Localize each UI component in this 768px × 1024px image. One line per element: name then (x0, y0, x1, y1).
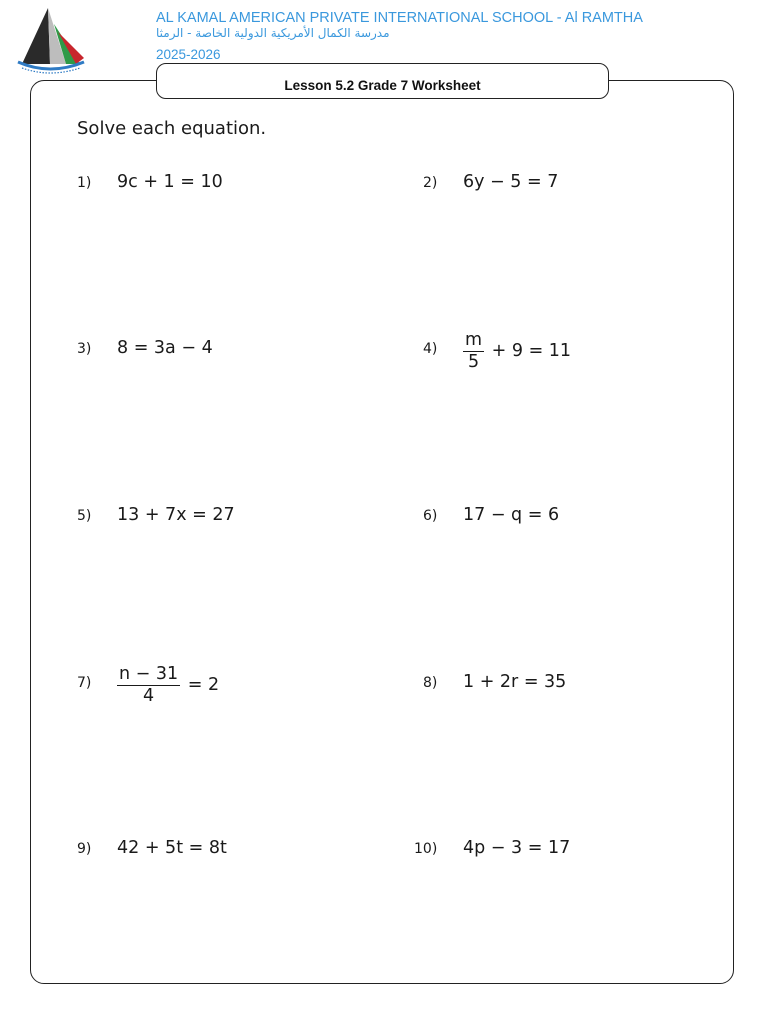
worksheet-title: Lesson 5.2 Grade 7 Worksheet (284, 78, 481, 93)
school-name-arabic: مدرسة الكمال الأمريكية الدولية الخاصة - الرمثا (156, 26, 390, 40)
fraction-numerator: n − 31 (119, 664, 179, 684)
worksheet-title-box (156, 63, 609, 99)
fraction-numerator: m (465, 330, 483, 350)
fraction (117, 664, 180, 706)
problem-equation: 9c + 1 = 10 (117, 172, 223, 192)
fraction-denominator: 5 (467, 352, 480, 372)
equation-rest: + 9 = 11 (491, 341, 572, 361)
problem-number: 6) (423, 508, 438, 524)
problem-number: 1) (77, 175, 92, 191)
equation-rest: = 2 (187, 675, 220, 695)
problem-number: 5) (77, 508, 92, 524)
problem-number: 4) (423, 341, 438, 357)
problem-equation: 17 − q = 6 (463, 505, 560, 525)
problem-number: 7) (77, 675, 92, 691)
problem-number: 9) (77, 841, 92, 857)
problem-equation (117, 664, 219, 706)
problem-equation (463, 330, 571, 372)
school-year: 2025-2026 (156, 47, 221, 62)
problem-number: 3) (77, 341, 92, 357)
problem-equation: 42 + 5t = 8t (117, 838, 227, 858)
problem-equation: 1 + 2r = 35 (463, 672, 567, 692)
problem-equation: 4p − 3 = 17 (463, 838, 571, 858)
school-name: AL KAMAL AMERICAN PRIVATE INTERNATIONAL SCHOOL - Al RAMTHA (156, 10, 643, 26)
problem-equation: 13 + 7x = 27 (117, 505, 235, 525)
problem-number: 10) (414, 841, 438, 857)
instructions: Solve each equation. (77, 118, 267, 139)
school-logo (14, 6, 86, 76)
problem-number: 8) (423, 675, 438, 691)
problem-equation: 8 = 3a − 4 (117, 338, 213, 358)
problem-equation: 6y − 5 = 7 (463, 172, 559, 192)
fraction (463, 330, 484, 372)
problem-number: 2) (423, 175, 438, 191)
fraction-denominator: 4 (143, 686, 155, 706)
